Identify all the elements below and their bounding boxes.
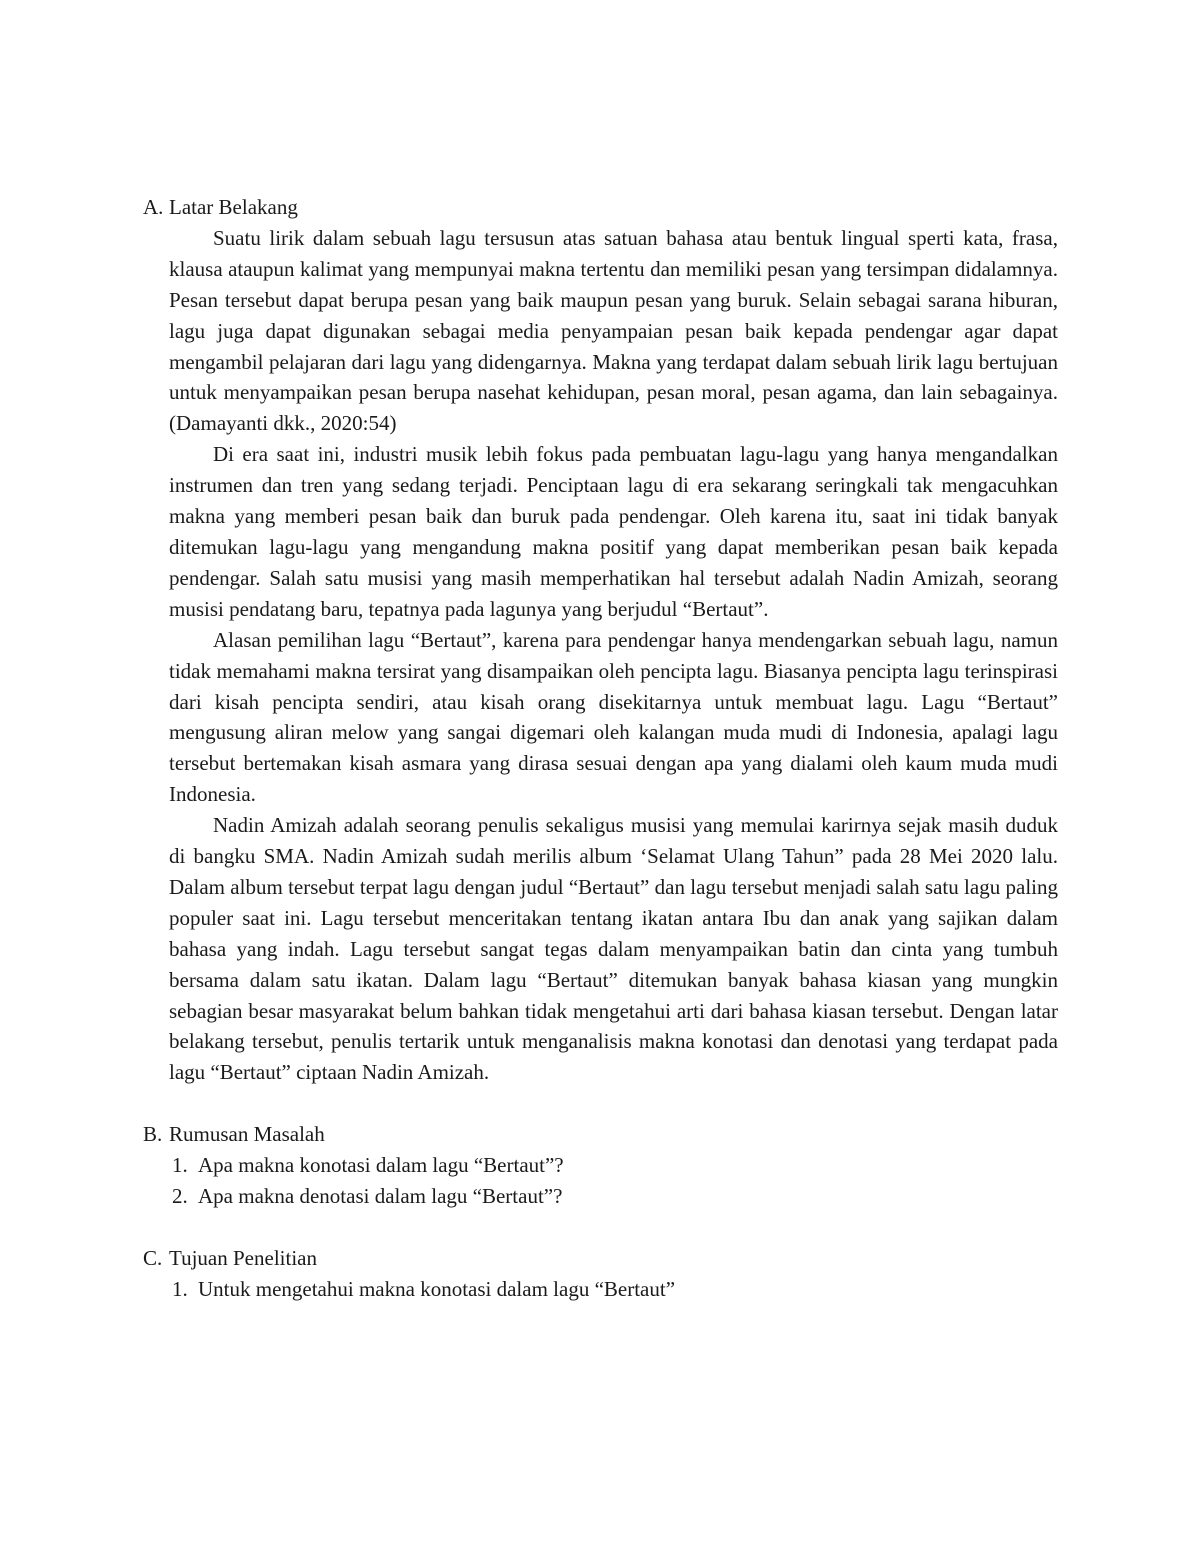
list-item-text: Untuk mengetahui makna konotasi dalam lagu “Bertaut” [198,1276,676,1301]
section-title-a: Latar Belakang [169,195,298,219]
section-spacer [143,1212,1058,1243]
list-item-number: 1. [172,1153,188,1178]
list-item-text: Apa makna konotasi dalam lagu “Bertaut”? [198,1153,564,1178]
paragraph-1: Suatu lirik dalam sebuah lagu tersusun atas satuan bahasa atau bentuk lingual sperti kata, frasa, klausa ataupun kalimat yang mempunyai makna tertentu dan memiliki pesan yang tersimpan didalamnya. Pesan tersebut dapat berupa pesan yang baik maupun pesan yang buruk. Selain sebagai sarana hiburan, lagu juga dapat digunakan sebagai media penyampaian pesan baik kepada pendengar agar dapat mengambil pelajaran dari lagu yang didengarnya. Makna yang terdapat dalam sebuah lirik lagu bertujuan untuk menyampaikan pesan berupa nasehat kehidupan, pesan moral, pesan agama, dan lain sebagainya. (Damayanti dkk., 2020:54) [169,225,1058,436]
document-body [143,192,1058,1305]
section-letter-b: B. [143,1122,163,1147]
section-latar-belakang [143,192,1058,1088]
section-tujuan-penelitian [143,1243,1058,1305]
section-heading-c [143,1243,1058,1274]
tujuan-list [143,1274,1058,1305]
list-item-number: 1. [172,1276,188,1301]
section-rumusan-masalah [143,1119,1058,1212]
section-spacer [143,1088,1058,1119]
rumusan-list [143,1150,1058,1212]
list-item-text: Apa makna denotasi dalam lagu “Bertaut”? [198,1183,563,1208]
section-title-b: Rumusan Masalah [169,1122,325,1147]
list-item [172,1181,1058,1212]
section-letter-c: C. [143,1245,163,1270]
paragraph-4: Nadin Amizah adalah seorang penulis sekaligus musisi yang memulai karirnya sejak masih duduk di bangku SMA. Nadin Amizah sudah merilis album ‘Selamat Ulang Tahun” pada 28 Mei 2020 lalu. Dalam album tersebut terpat lagu dengan judul “Bertaut” dan lagu tersebut menjadi salah satu lagu paling populer saat ini. Lagu tersebut menceritakan tentang ikatan antara Ibu dan anak yang sajikan dalam bahasa yang indah. Lagu tersebut sangat tegas dalam menyampaikan batin dan cinta yang tumbuh bersama dalam satu ikatan. Dalam lagu “Bertaut” ditemukan banyak bahasa kiasan yang mungkin sebagian besar masyarakat belum bahkan tidak mengetahui arti dari bahasa kiasan tersebut. Dengan latar belakang tersebut, penulis tertarik untuk menganalisis makna konotasi dan denotasi yang terdapat pada lagu “Bertaut” ciptaan Nadin Amizah. [169,813,1058,1085]
section-title-c: Tujuan Penelitian [169,1245,317,1270]
paragraph-2: Di era saat ini, industri musik lebih fokus pada pembuatan lagu-lagu yang hanya mengandalkan instrumen dan tren yang sedang terjadi. Penciptaan lagu di era sekarang seringkali tak mengacuhkan makna yang memberi pesan baik dan buruk pada pendengar. Oleh karena itu, saat ini tidak banyak ditemukan lagu-lagu yang mengandung makna positif yang dapat memberikan pesan baik kepada pendengar. Salah satu musisi yang masih memperhatikan hal tersebut adalah Nadin Amizah, seorang musisi pendatang baru, tepatnya pada lagunya yang berjudul “Bertaut”. [169,442,1058,621]
list-item-number: 2. [172,1183,188,1208]
list-item [172,1150,1058,1181]
paragraph-3: Alasan pemilihan lagu “Bertaut”, karena para pendengar hanya mendengarkan sebuah lagu, namun tidak memahami makna tersirat yang disampaikan oleh pencipta lagu. Biasanya pencipta lagu terinspirasi dari kisah pencipta sendiri, atau kisah orang disekitarnya untuk membuat lagu. Lagu “Bertaut” mengusung aliran melow yang sangai digemari oleh kalangan muda mudi di Indonesia, apalagi lagu tersebut bertemakan kisah asmara yang dirasa sesuai dengan apa yang dialami oleh kaum muda mudi Indonesia. [169,627,1058,807]
section-letter-a: A. [143,195,164,219]
section-heading-b [143,1119,1058,1150]
section-heading-a [143,192,1058,223]
list-item [172,1274,1058,1305]
